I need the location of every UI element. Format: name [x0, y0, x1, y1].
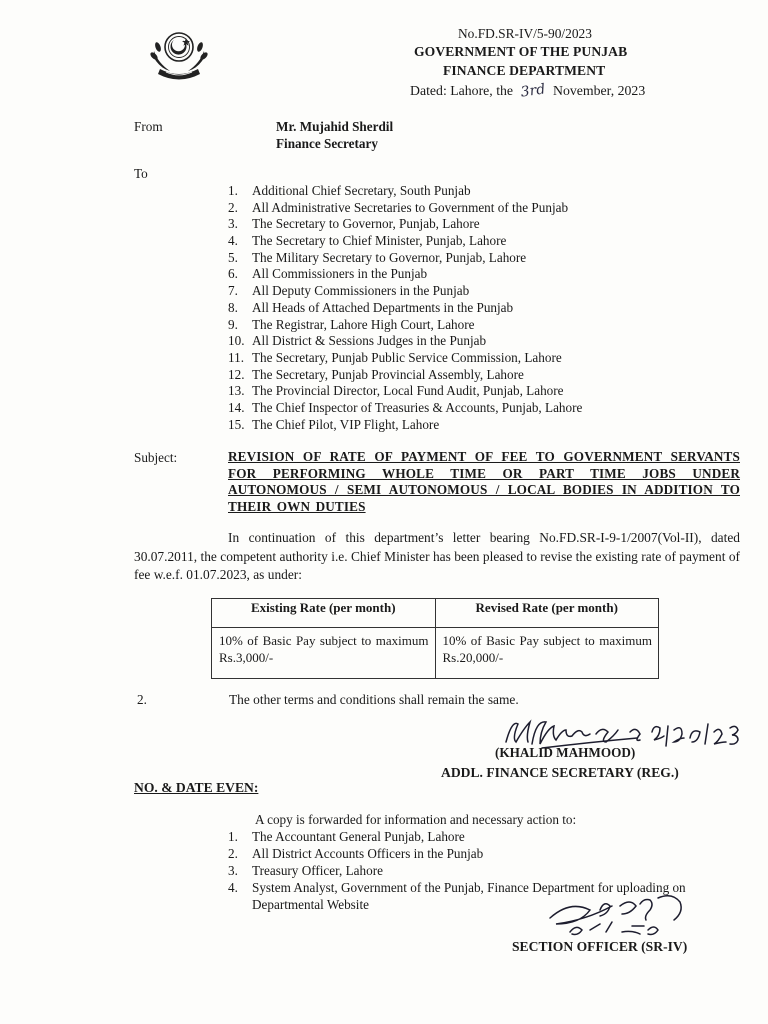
- item-number: 6.: [228, 266, 238, 282]
- item-number: 2.: [228, 846, 238, 861]
- column-header-existing: Existing Rate (per month): [212, 599, 436, 628]
- item-number: 13.: [228, 383, 245, 399]
- item-number: 4.: [228, 233, 238, 249]
- list-item: [228, 400, 582, 417]
- item-text: The Chief Pilot, VIP Flight, Lahore: [252, 416, 440, 432]
- table-cell-revised: 10% of Basic Pay subject to maximum Rs.20,000/-: [435, 628, 659, 679]
- item-text: Additional Chief Secretary, South Punjab: [252, 183, 471, 198]
- item-text: All Heads of Attached Departments in the Punjab: [252, 299, 514, 315]
- subject-text: REVISION OF RATE OF PAYMENT OF FEE TO GOVERNMENT SERVANTS FOR PERFORMING WHOLE TIME OR PART TIME JOBS UNDER AUTONOMOUS / SEMI AUTONOMOUS / LOCAL BODIES IN ADDITION TO THEIR OWN DUTIES: [228, 449, 740, 514]
- list-item: [228, 250, 582, 267]
- item-number: 1.: [228, 183, 238, 198]
- list-item: [228, 383, 582, 400]
- item-text: The Secretary, Punjab Provincial Assembly, Lahore: [252, 366, 524, 382]
- from-label: From: [134, 119, 163, 134]
- item-text: The Military Secretary to Governor, Punjab, Lahore: [252, 249, 527, 265]
- item-number: 5.: [228, 249, 238, 265]
- government-heading: GOVERNMENT OF THE PUNJAB: [414, 44, 628, 59]
- item-number: 12.: [228, 366, 245, 382]
- item-text: The Registrar, Lahore High Court, Lahore: [252, 316, 475, 332]
- list-item: [228, 233, 582, 250]
- department-heading: FINANCE DEPARTMENT: [443, 63, 606, 78]
- item-number: 10.: [228, 333, 245, 349]
- body-paragraph-1: In continuation of this department’s letter bearing No.FD.SR-I-9-1/2007(Vol-II), dated 30.07.2011, the competent authority i.e. Chief Minister has been pleased to revise the existing rate of payment of fee w.e.f. 01.07.2023, as under:: [134, 530, 740, 582]
- item-number: 1.: [228, 829, 238, 844]
- item-number: 8.: [228, 299, 238, 315]
- body-paragraph-2: The other terms and conditions shall remain the same.: [229, 692, 519, 707]
- date-day-handwritten: 3rd: [519, 81, 547, 101]
- list-item: [228, 317, 582, 334]
- list-item: [228, 200, 582, 217]
- item-text: All Deputy Commissioners in the Punjab: [252, 283, 470, 299]
- list-item: [228, 350, 582, 367]
- signatory-name: (KHALID MAHMOOD): [495, 745, 636, 760]
- item-number: 14.: [228, 399, 245, 415]
- item-number: 3.: [228, 216, 238, 232]
- list-item: [228, 828, 692, 845]
- item-text: All Commissioners in the Punjab: [252, 266, 428, 282]
- item-number: 7.: [228, 283, 238, 299]
- list-item: [228, 183, 582, 200]
- section-officer-designation: SECTION OFFICER (SR-IV): [512, 939, 688, 954]
- column-header-revised: Revised Rate (per month): [435, 599, 659, 628]
- sender-name: Mr. Mujahid Sherdil: [276, 119, 394, 134]
- item-text: All Administrative Secretaries to Government of the Punjab: [252, 199, 569, 215]
- recipient-list: [228, 183, 582, 433]
- list-item: [228, 266, 582, 283]
- sender-title: Finance Secretary: [276, 136, 378, 151]
- to-label: To: [134, 166, 148, 181]
- list-item: [228, 845, 692, 862]
- item-number: 3.: [228, 863, 238, 878]
- item-text: All District & Sessions Judges in the Punjab: [252, 333, 487, 349]
- item-text: System Analyst, Government of the Punjab, Finance Department for uploading on Departmental Website: [252, 880, 686, 912]
- item-number: 15.: [228, 416, 245, 432]
- table-row: [212, 628, 659, 679]
- item-number: 4.: [228, 880, 238, 895]
- paragraph-2-number: 2.: [137, 692, 147, 707]
- item-text: The Secretary to Governor, Punjab, Lahore: [252, 216, 480, 232]
- list-item: [228, 417, 582, 434]
- item-text: The Provincial Director, Local Fund Audit, Punjab, Lahore: [252, 383, 564, 399]
- signatory-designation: ADDL. FINANCE SECRETARY (REG.): [441, 765, 679, 780]
- subject-label: Subject:: [134, 450, 178, 465]
- item-number: 2.: [228, 199, 238, 215]
- item-text: Treasury Officer, Lahore: [252, 863, 383, 878]
- list-item: [228, 216, 582, 233]
- list-item: [228, 333, 582, 350]
- list-item: [228, 283, 582, 300]
- rate-table: [211, 598, 659, 679]
- reference-number: No.FD.SR-IV/5-90/2023: [458, 26, 592, 41]
- list-item: [228, 862, 692, 879]
- date-line: [410, 83, 645, 99]
- item-text: The Accountant General Punjab, Lahore: [252, 829, 465, 844]
- date-suffix: November, 2023: [553, 83, 646, 98]
- item-text: The Chief Inspector of Treasuries & Accounts, Punjab, Lahore: [252, 399, 583, 415]
- list-item: [228, 367, 582, 384]
- table-cell-existing: 10% of Basic Pay subject to maximum Rs.3,000/-: [212, 628, 436, 679]
- endorsement-heading: NO. & DATE EVEN:: [134, 780, 259, 795]
- item-text: The Secretary, Punjab Public Service Commission, Lahore: [252, 349, 562, 365]
- item-text: The Secretary to Chief Minister, Punjab, Lahore: [252, 233, 507, 249]
- punjab-government-emblem: [146, 25, 212, 83]
- endorsement-intro: A copy is forwarded for information and necessary action to:: [255, 812, 577, 827]
- handwritten-signature-2: [540, 888, 740, 946]
- item-text: All District Accounts Officers in the Punjab: [252, 846, 484, 861]
- table-header-row: [212, 599, 659, 628]
- list-item: [228, 300, 582, 317]
- item-number: 9.: [228, 316, 238, 332]
- item-number: 11.: [228, 349, 244, 365]
- date-prefix: Dated: Lahore, the: [410, 83, 514, 98]
